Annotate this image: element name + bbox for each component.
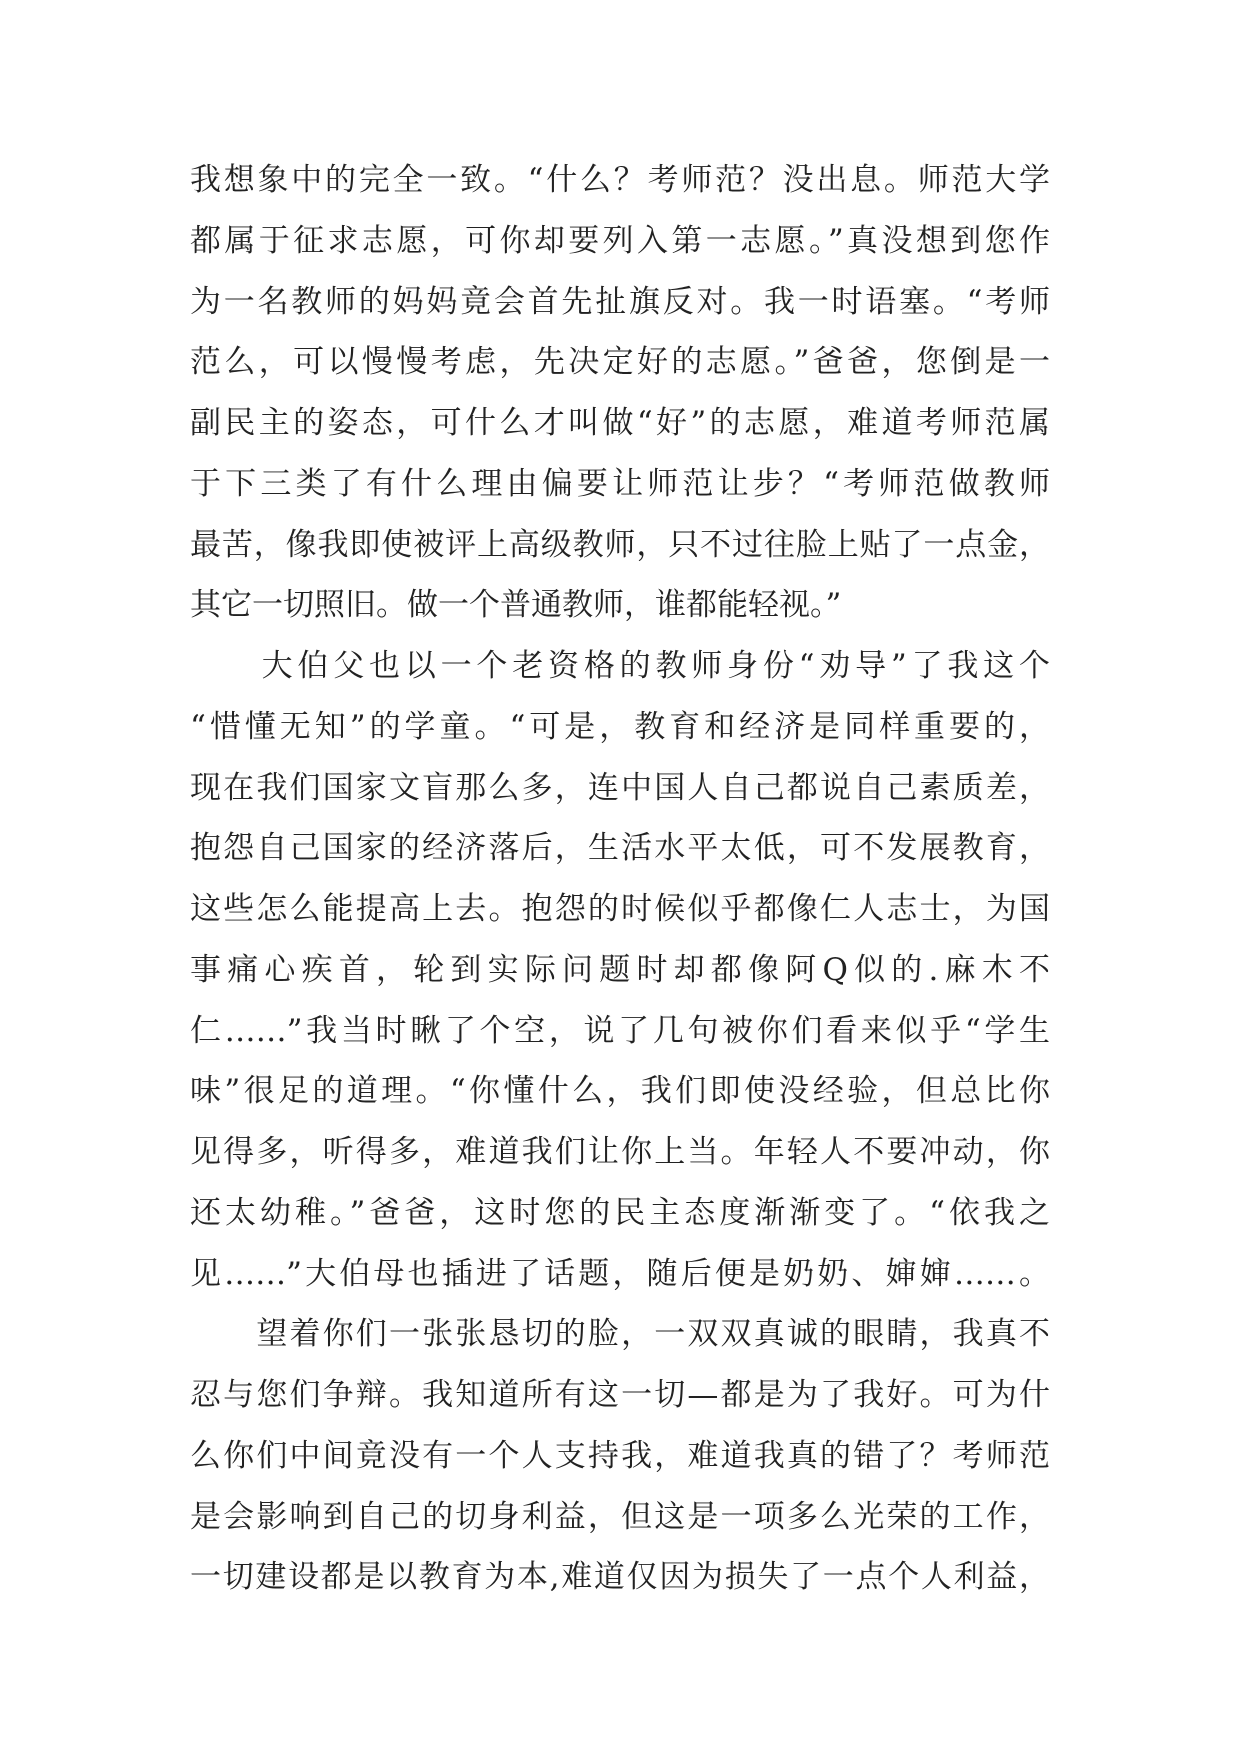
text-line: 副民主的姿态，可什么才叫做“好”的志愿，难道考师范属: [190, 405, 1050, 441]
text-line: 仁……”我当时瞅了个空，说了几句被你们看来似乎“学生: [190, 1012, 1050, 1049]
body-text: [190, 158, 1050, 1616]
text-line: 事痛心疾首，轮到实际问题时却都像阿Q似的.麻木不: [190, 951, 1050, 988]
text-line: 都属于征求志愿，可你却要列入第一志愿。”真没想到您作: [190, 222, 1050, 259]
text-line: “惜懂无知”的学童。“可是，教育和经济是同样重要的，: [190, 708, 1050, 745]
paragraph-start-line: 大伯父也以一个老资格的教师身份“劝导”了我这个: [190, 648, 1050, 684]
text-line: 其它一切照旧。做一个普通教师，谁都能轻视。”: [190, 587, 842, 624]
text-line: 见……”大伯母也插进了话题，随后便是奶奶、婶婶……。: [190, 1255, 1050, 1292]
text-line: 味”很足的道理。“你懂什么，我们即使没经验，但总比你: [190, 1073, 1050, 1110]
text-line: 么你们中间竟没有一个人支持我，难道我真的错了？考师范: [190, 1437, 1050, 1474]
text-line: 于下三类了有什么理由偏要让师范让步？“考师范做教师: [190, 465, 1050, 502]
text-line: 范么，可以慢慢考虑，先决定好的志愿。”爸爸，您倒是一: [190, 344, 1050, 381]
text-line: 为一名教师的妈妈竟会首先扯旗反对。我一时语塞。“考师: [190, 283, 1050, 320]
text-line: 最苦，像我即使被评上高级教师，只不过往脸上贴了一点金，: [190, 526, 1050, 563]
text-line: 一切建设都是以教育为本,难道仅因为损失了一点个人利益，: [190, 1559, 1050, 1596]
text-line: 还太幼稚。”爸爸，这时您的民主态度渐渐变了。“依我之: [190, 1194, 1050, 1231]
text-line: 忍与您们争辩。我知道所有这一切—都是为了我好。可为什: [190, 1377, 1050, 1413]
text-line: 这些怎么能提高上去。抱怨的时候似乎都像仁人志士，为国: [190, 891, 1050, 927]
text-line: 现在我们国家文盲那么多，连中国人自己都说自己素质差，: [190, 769, 1050, 806]
text-line: 见得多，听得多，难道我们让你上当。年轻人不要冲动，你: [190, 1134, 1050, 1170]
text-line: 抱怨自己国家的经济落后，生活水平太低，可不发展教育，: [190, 830, 1050, 867]
text-line: 我想象中的完全一致。“什么？考师范？没出息。师范大学: [190, 162, 1050, 198]
paragraph-start-line: 望着你们一张张恳切的脸，一双双真诚的眼睛，我真不: [190, 1316, 1050, 1353]
text-line: 是会影响到自己的切身利益，但这是一项多么光荣的工作，: [190, 1498, 1050, 1535]
